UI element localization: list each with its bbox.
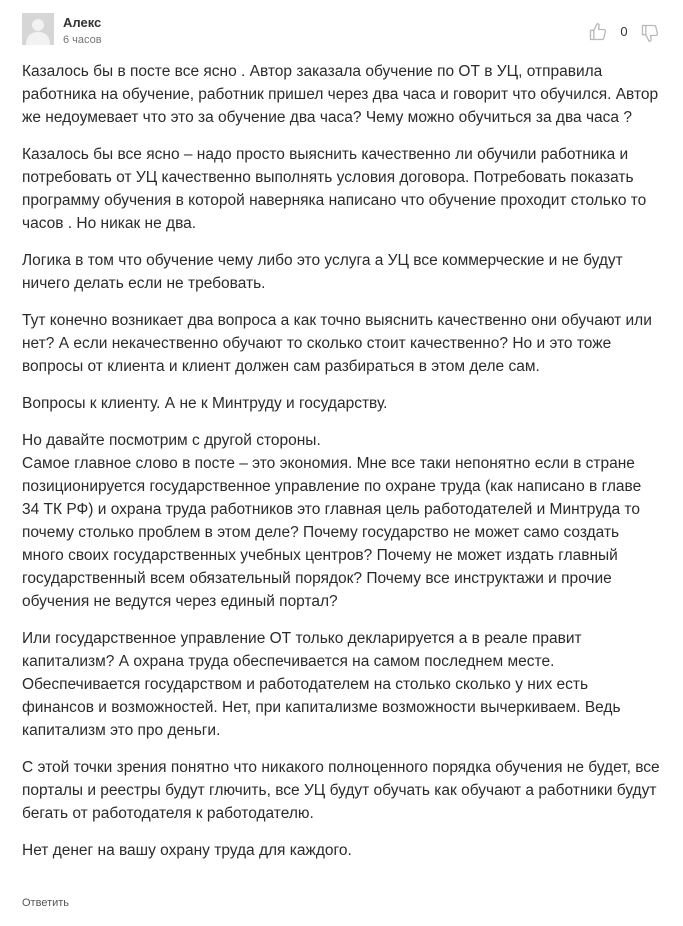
comment-paragraph: Логика в том что обучение чему либо это услуга а УЦ все коммерческие и не будут ничего делать если не требовать. bbox=[22, 252, 623, 292]
user-silhouette-icon bbox=[22, 13, 54, 45]
reply-button[interactable]: Ответить bbox=[22, 897, 70, 909]
comment-paragraph: Или государственное управление ОТ только декларируется а в реале правит капитализм? А охрана труда обеспечивается на самом последнем месте. Обеспечивается государством и работодателем на столько сколько у них есть финансов и возможностей. Нет, при капитализме возможности вычеркиваем. Ведь капитализм это про деньги. bbox=[22, 630, 621, 739]
rating-count: 0 bbox=[620, 24, 628, 39]
avatar[interactable] bbox=[22, 13, 54, 45]
comment-paragraph: С этой точки зрения понятно что никакого полноценного порядка обучения не будет, все порталы и реестры будут глючить, все УЦ будут обучать как обучают а работники будут бегать от работодателя к работодателю. bbox=[22, 759, 660, 822]
comment-header bbox=[22, 13, 662, 53]
comment-paragraph: Но давайте посмотрим с другой стороны. Самое главное слово в посте – это экономия. Мне все таки непонятно если в стране позиционируется государственное управление по охране труда (как написано в главе 34 ТК РФ) и охрана труда работников это главная цель работодателей и Минтруда то почему столько проблем в этом деле? Почему государство не может само создать много своих государственных учебных центров? Почему не может издать главный государственный всем обязательный порядок? Почему все инструктажи и прочие обучения не ведутся через единый портал? bbox=[22, 432, 642, 610]
comment-paragraph: Вопросы к клиенту. А не к Минтруду и государству. bbox=[22, 395, 388, 412]
comment-paragraph: Казалось бы в посте все ясно . Автор заказала обучение по ОТ в УЦ, отправила работника на обучение, работник пришел через два часа и говорит что обучился. Автор же недоумевает что это за обучение два часа? Чему можно обучиться за два часа ? bbox=[22, 63, 659, 126]
comment-body bbox=[22, 60, 662, 876]
thumbs-down-icon[interactable] bbox=[640, 23, 660, 43]
comment-paragraph: Тут конечно возникает два вопроса а как точно выяснить качественно они обучают или нет? А если некачественно обучают то сколько стоит качественно? Но и это тоже вопросы от клиента и клиент должен сам разбираться в этом деле сам. bbox=[22, 312, 652, 375]
author-name[interactable]: Алекс bbox=[63, 15, 102, 30]
thumbs-up-icon[interactable] bbox=[588, 22, 608, 42]
comment-rating bbox=[580, 22, 660, 42]
comment-paragraph: Казалось бы все ясно – надо просто выяснить качественно ли обучили работника и потребовать от УЦ качественно выполнять условия договора. Потребовать показать программу обучения в которой наверняка написано что обучение проходит столько то часов . Но никак не два. bbox=[22, 146, 647, 232]
comment-paragraph: Нет денег на вашу охрану труда для каждого. bbox=[22, 842, 352, 859]
comment-timestamp: 6 часов bbox=[63, 34, 102, 46]
